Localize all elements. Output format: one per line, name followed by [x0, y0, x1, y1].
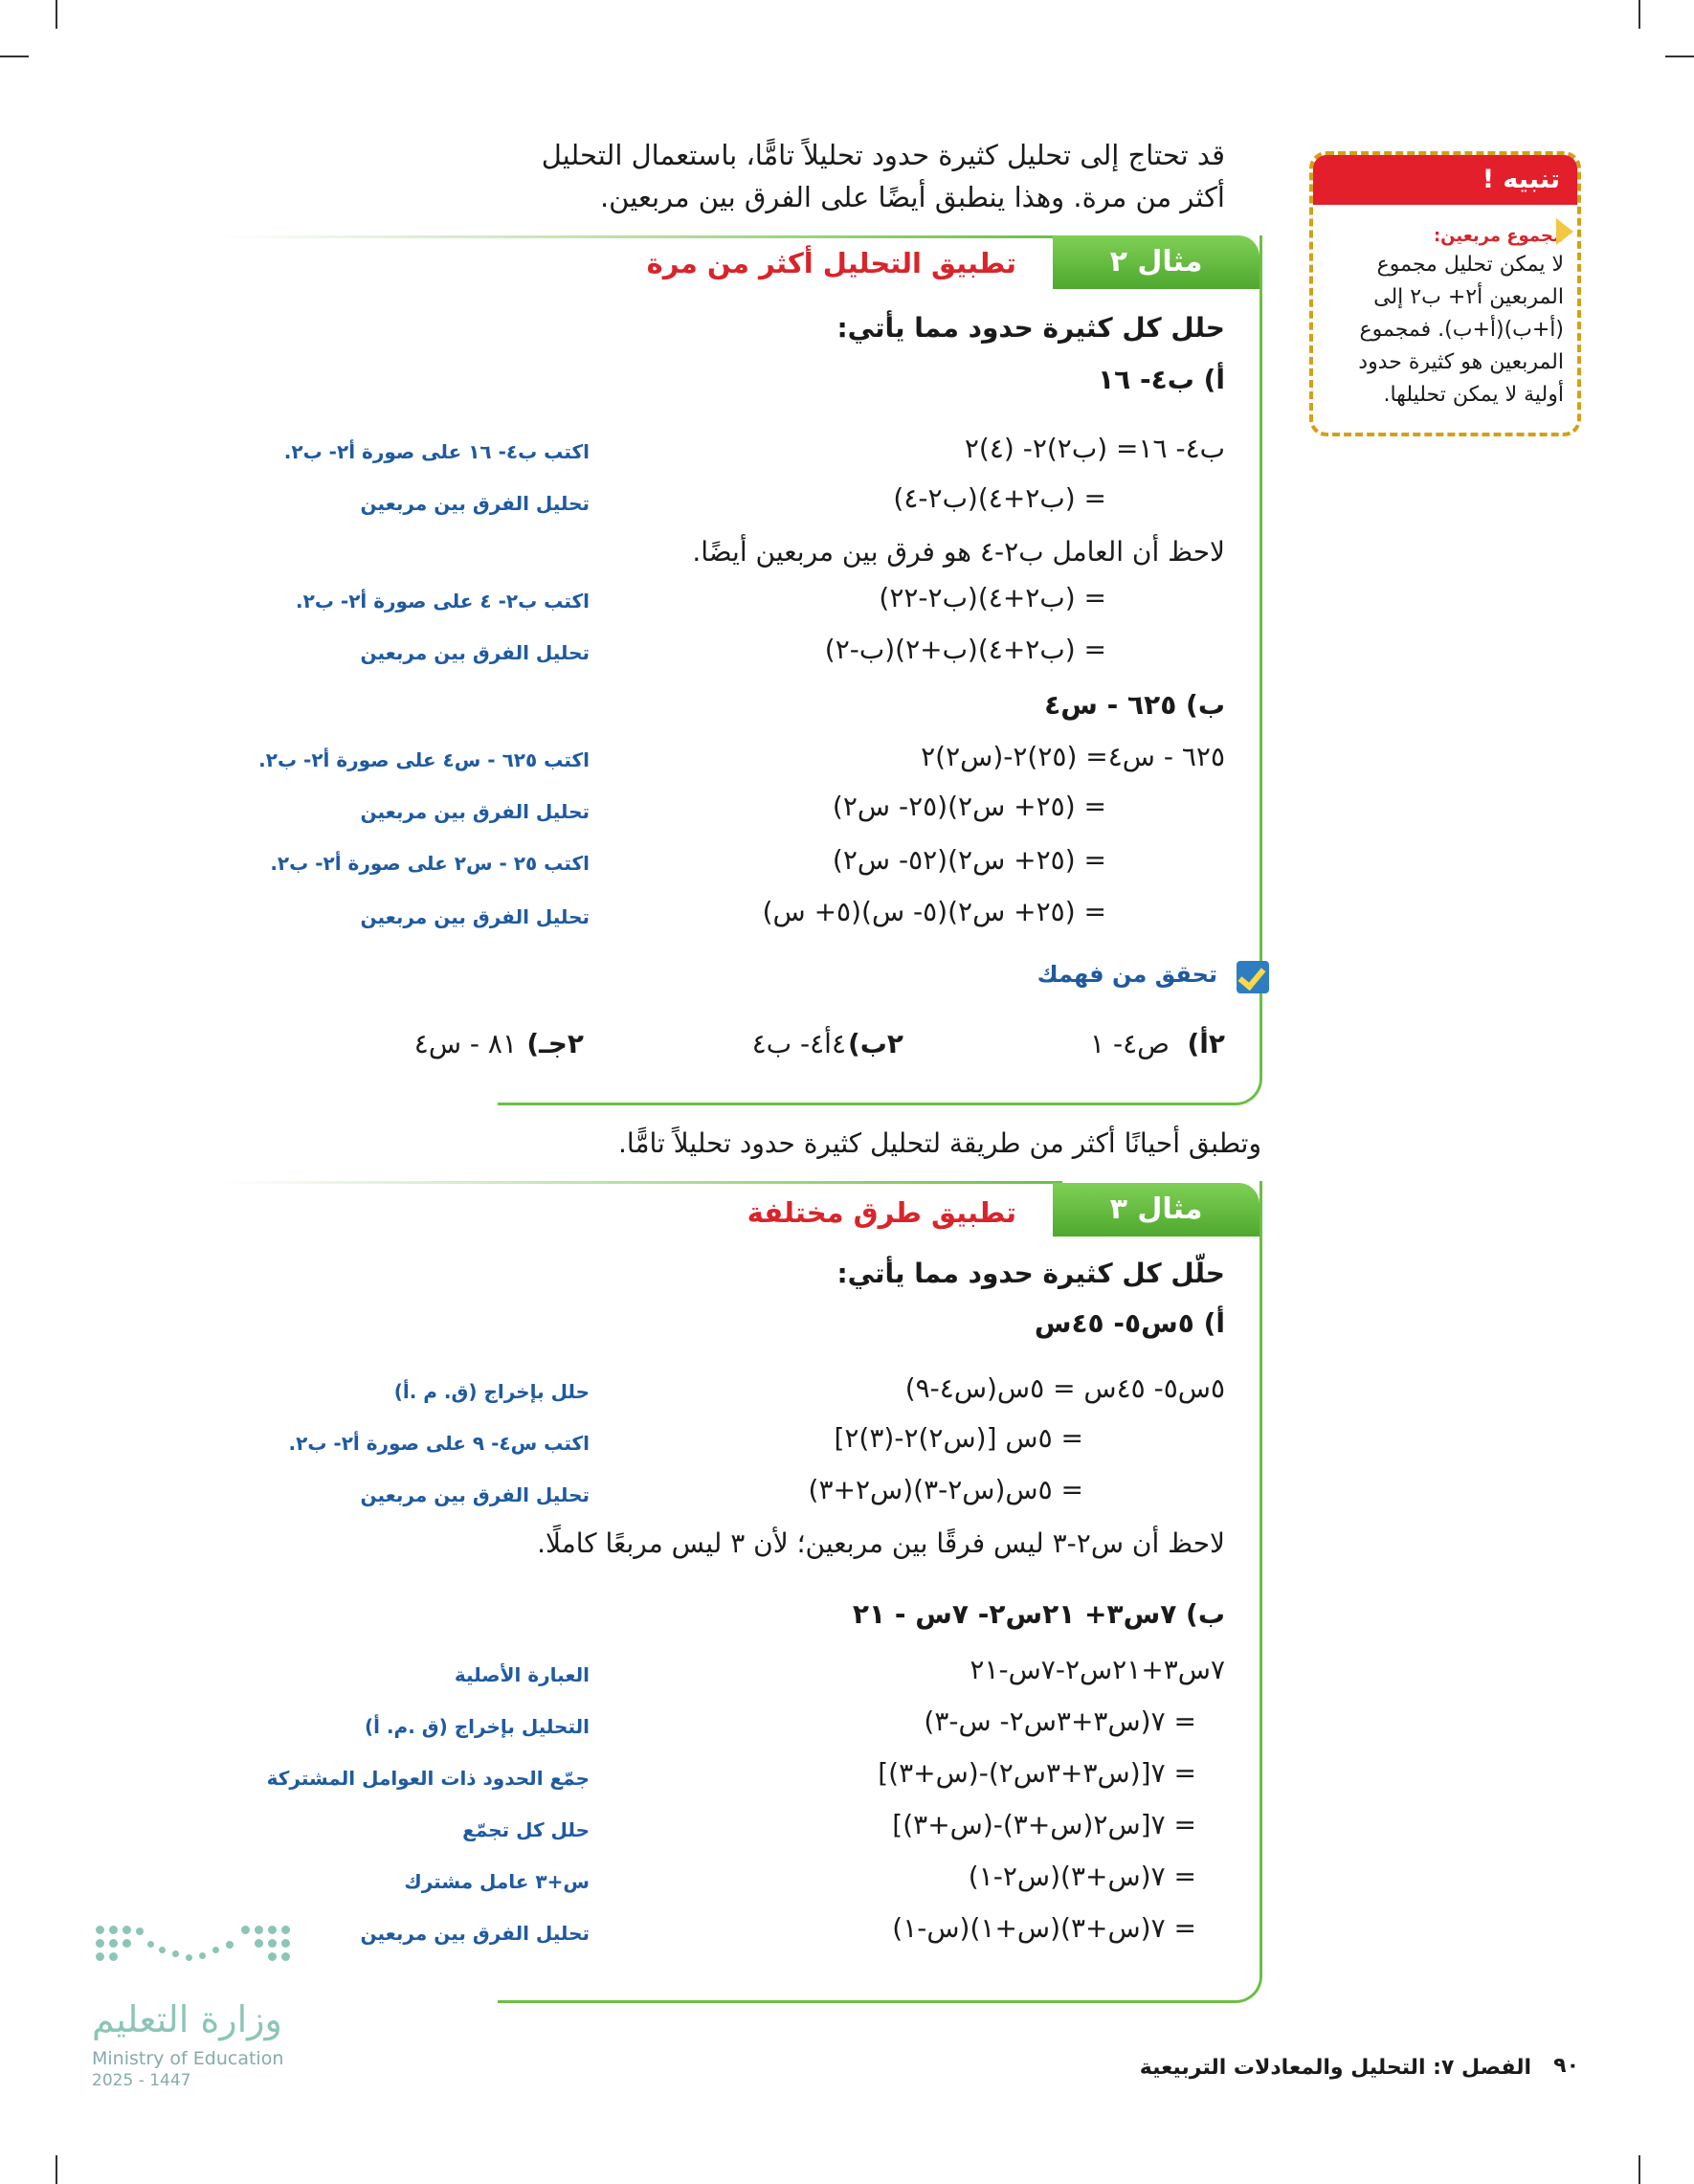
- caution-line: المربعين أ٢+ ب٢ إلى: [1373, 285, 1564, 309]
- crop-mark: [56, 2155, 57, 2184]
- caution-box: [1309, 151, 1581, 436]
- example-2-tab: مثال ٢: [1053, 235, 1259, 289]
- check-item-expr: ٤أ٤- ب٤: [751, 1028, 846, 1059]
- step-note: اكتب ٦٢٥ - س٤ على صورة أ٢- ب٢.: [258, 748, 590, 771]
- intro-paragraph: قد تحتاج إلى تحليل كثيرة حدود تحليلاً تامًّا، باستعمال التحليل أكثر من مرة. وهذا ينطبق أيضًا على الفرق بين مربعين.: [541, 139, 1225, 213]
- math-step: ٧س٣+٢١س٢-٧س-٢١: [970, 1654, 1225, 1685]
- step-note: س+٣ عامل مشترك: [404, 1870, 590, 1893]
- check-title: تحقق من فهمك: [1036, 961, 1217, 988]
- caution-subheading: مجموع مربعين:: [1433, 226, 1564, 246]
- step-note: حلل كل تجمّع: [462, 1818, 590, 1841]
- math-step: = ٧(س٣+٣س٢- س-٣): [924, 1705, 1196, 1737]
- check-item-expr: ٨١ - س٤: [413, 1028, 517, 1059]
- example-2-part-a: أ) ب٤- ١٦: [1098, 364, 1225, 395]
- step-note: جمّع الحدود ذات العوامل المشتركة: [266, 1767, 590, 1790]
- ministry-year: 2025 - 1447: [92, 2071, 191, 2090]
- caution-heading: تنبيه !: [1313, 155, 1577, 205]
- crop-mark: [56, 0, 57, 29]
- crop-mark: [1665, 56, 1694, 57]
- caution-body: [1342, 249, 1564, 412]
- step-note: تحليل الفرق بين مربعين: [360, 1483, 590, 1506]
- example-2-part-b: ب) ٦٢٥ - س٤: [1044, 689, 1225, 721]
- step-note: حلل بإخراج (ق. م .أ): [393, 1380, 590, 1403]
- step-note: العبارة الأصلية: [454, 1663, 590, 1686]
- check-item-label: ٢أ): [1187, 1028, 1225, 1059]
- caution-line: المربعين هو كثيرة حدود: [1358, 350, 1564, 374]
- crop-mark: [1638, 0, 1640, 29]
- caution-line: أولية لا يمكن تحليلها.: [1383, 383, 1564, 407]
- example-2-instruction: حلل كل كثيرة حدود مما يأتي:: [836, 312, 1225, 344]
- page-number: ٩٠: [1553, 2054, 1579, 2078]
- math-step: ٥س٥- ٤٥س = ٥س(س٤-٩): [904, 1372, 1225, 1404]
- step-note: تحليل الفرق بين مربعين: [360, 1922, 590, 1945]
- math-step: = (٢٥+ س٢)(٢٥- س٢): [832, 791, 1106, 822]
- check-icon: [1237, 961, 1269, 993]
- example-3-title: تطبيق طرق مختلفة: [747, 1196, 1016, 1229]
- math-step: = ٧(س+٣)(س٢-١): [968, 1861, 1196, 1892]
- crop-mark: [1638, 2155, 1640, 2184]
- ministry-logo: [92, 1918, 302, 2109]
- observe-text: لاحظ أن س٢-٣ ليس فرقًا بين مربعين؛ لأن ٣ ليس مربعًا كاملًا.: [537, 1527, 1225, 1559]
- observe-text: لاحظ أن العامل ب٢-٤ هو فرق بين مربعين أيضًا.: [692, 536, 1225, 568]
- example-2-top-line: [220, 235, 1062, 238]
- example-3-part-b: ب) ٧س٣+ ٢١س٢- ٧س - ٢١: [852, 1598, 1225, 1630]
- math-step: = (ب٢+٤)(ب+٢)(ب-٢): [824, 634, 1106, 665]
- step-note: تحليل الفرق بين مربعين: [360, 641, 590, 664]
- step-note: تحليل الفرق بين مربعين: [360, 492, 590, 515]
- math-step: = (٢٥+ س٢)(٥- س)(٥+ س): [762, 896, 1106, 927]
- math-step: = ٥س(س٢-٣)(س٢+٣): [808, 1474, 1083, 1505]
- math-step: = ٥س [(س٢)٢-(٣)٢]: [834, 1422, 1083, 1454]
- example-3-part-a: أ) ٥س٥- ٤٥س: [1034, 1307, 1225, 1339]
- check-item-expr: ص٤- ١: [1090, 1028, 1170, 1059]
- example-2-title: تطبيق التحليل أكثر من مرة: [646, 247, 1016, 279]
- math-step: = (٢٥+ س٢)(٥٢- س٢): [832, 844, 1106, 876]
- example-3-instruction: حلّل كل كثيرة حدود مما يأتي:: [836, 1258, 1225, 1289]
- check-item-label: ٢جـ): [526, 1028, 584, 1059]
- example-3-tab: مثال ٣: [1053, 1183, 1259, 1237]
- step-note: اكتب ب٢- ٤ على صورة أ٢- ب٢.: [295, 590, 590, 613]
- chapter-title: الفصل ٧: التحليل والمعادلات التربيعية: [1139, 2056, 1531, 2080]
- ministry-name-arabic: وزارة التعليم: [92, 1998, 282, 2040]
- math-step: ب٤- ١٦= (ب٢)٢- (٤)٢: [964, 433, 1225, 464]
- step-note: اكتب ب٤- ١٦ على صورة أ٢- ب٢.: [283, 440, 590, 463]
- math-step: = ٧[(س٣+٣س٢)-(س+٣)]: [878, 1757, 1196, 1789]
- crop-mark: [0, 56, 29, 57]
- math-step: ٦٢٥ - س٤= (٢٥)٢-(س٢)٢: [921, 741, 1225, 772]
- math-step: = ٧[س٢(س+٣)-(س+٣)]: [892, 1809, 1196, 1840]
- math-step: = ٧(س+٣)(س+١)(س-١): [892, 1912, 1196, 1944]
- ministry-name-english: Ministry of Education: [92, 2048, 284, 2069]
- example-3-top-line: [220, 1181, 1062, 1184]
- step-note: تحليل الفرق بين مربعين: [360, 905, 590, 928]
- caution-pointer-icon: [1556, 218, 1573, 245]
- between-paragraph: وتطبق أحيانًا أكثر من طريقة لتحليل كثيرة حدود تحليلاً تامًّا.: [618, 1127, 1261, 1159]
- step-note: اكتب س٤- ٩ على صورة أ٢- ب٢.: [288, 1432, 590, 1455]
- caution-line: (أ+ب)(أ+ب). فمجموع: [1359, 318, 1564, 342]
- caution-line: لا يمكن تحليل مجموع: [1376, 253, 1564, 277]
- step-note: التحليل بإخراج (ق .م. أ): [365, 1715, 590, 1738]
- check-item-label: ٢ب): [847, 1028, 903, 1059]
- step-note: تحليل الفرق بين مربعين: [360, 800, 590, 823]
- math-step: = (ب٢+٤)(ب٢-٢٢): [879, 582, 1106, 613]
- step-note: اكتب ٢٥ - س٢ على صورة أ٢- ب٢.: [270, 852, 590, 875]
- math-step: = (ب٢+٤)(ب٢-٤): [893, 482, 1106, 514]
